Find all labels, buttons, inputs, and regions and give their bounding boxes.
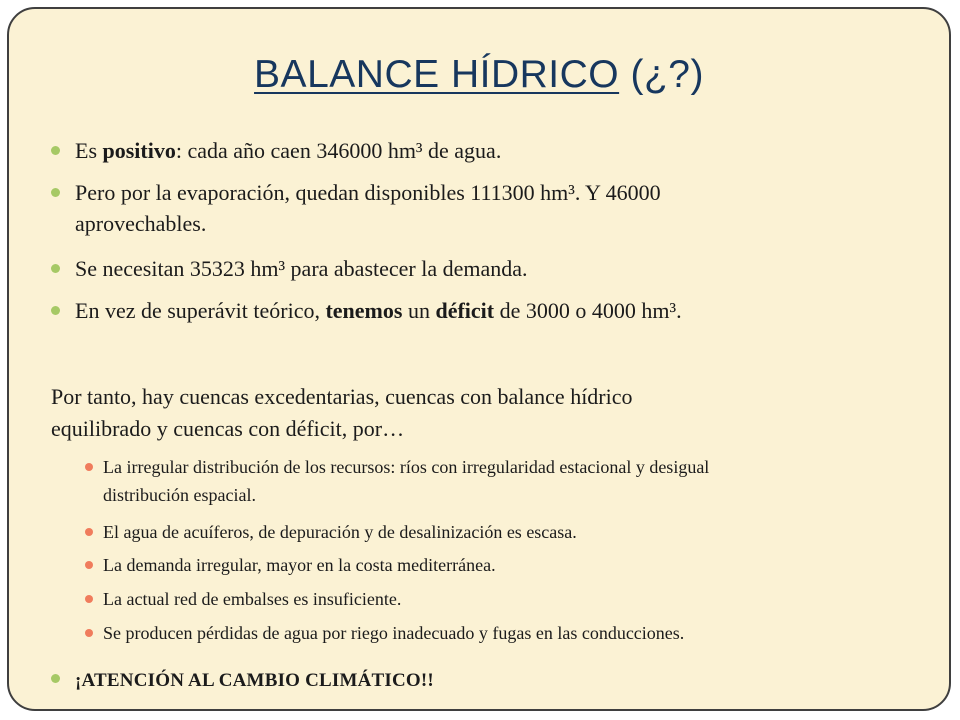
title-suffix: (¿?)	[619, 53, 704, 96]
line: Por tanto, hay cuencas excedentarias, cuencas con balance hídrico	[51, 384, 633, 409]
warning-text: ¡ATENCIÓN AL CAMBIO CLIMÁTICO!!	[75, 670, 434, 691]
bold-text: positivo	[102, 138, 176, 163]
line: equilibrado y cuencas con déficit, por…	[51, 416, 405, 441]
bold-text: déficit	[435, 298, 495, 323]
text: de 3000 o 4000 hm³.	[494, 298, 682, 323]
text: Se necesitan 35323 hm³ para abastecer la demanda.	[75, 256, 528, 281]
line: aprovechables.	[75, 211, 207, 236]
text: Es	[75, 138, 103, 163]
text: La actual red de embalses es insuficiente.	[103, 589, 402, 609]
bullet-evaporacion	[75, 177, 935, 239]
bullet-dot	[51, 146, 60, 155]
sub-bullet-demanda	[103, 551, 923, 579]
bold-text: tenemos	[325, 298, 403, 323]
bullet-deficit	[75, 295, 935, 326]
sub-bullet-acuiferos	[103, 518, 923, 546]
text: : cada año caen 346000 hm³ de agua.	[175, 138, 502, 163]
paragraph	[51, 381, 931, 445]
bullet-dot	[51, 306, 60, 315]
bullet-dot	[51, 188, 60, 197]
bullet-positivo	[75, 135, 935, 166]
bullet-demanda	[75, 253, 935, 284]
text: El agua de acuíferos, de depuración y de desalinización es escasa.	[103, 522, 577, 542]
line: Pero por la evaporación, quedan disponibles 111300 hm³. Y 46000	[75, 180, 661, 205]
bullet-dot	[85, 528, 93, 536]
bullet-dot	[85, 595, 93, 603]
sub-bullet-perdidas	[103, 619, 923, 647]
text: un	[402, 298, 436, 323]
slide	[7, 7, 951, 711]
bullet-dot	[51, 674, 60, 683]
bullet-dot	[85, 629, 93, 637]
bullet-dot	[85, 463, 93, 471]
title-main: BALANCE HÍDRICO	[254, 53, 620, 96]
text: Se producen pérdidas de agua por riego inadecuado y fugas en las conducciones.	[103, 623, 685, 643]
bullet-cambio-climatico	[75, 663, 935, 696]
text: En vez de superávit teórico,	[75, 298, 326, 323]
sub-bullet-embalses	[103, 585, 923, 613]
bullet-dot	[85, 561, 93, 569]
sub-bullet-distribucion	[103, 453, 923, 509]
slide-title	[9, 51, 949, 99]
text: La demanda irregular, mayor en la costa mediterránea.	[103, 555, 496, 575]
line: La irregular distribución de los recursos: ríos con irregularidad estacional y desigual	[103, 457, 710, 477]
line: distribución espacial.	[103, 485, 256, 505]
bullet-dot	[51, 264, 60, 273]
